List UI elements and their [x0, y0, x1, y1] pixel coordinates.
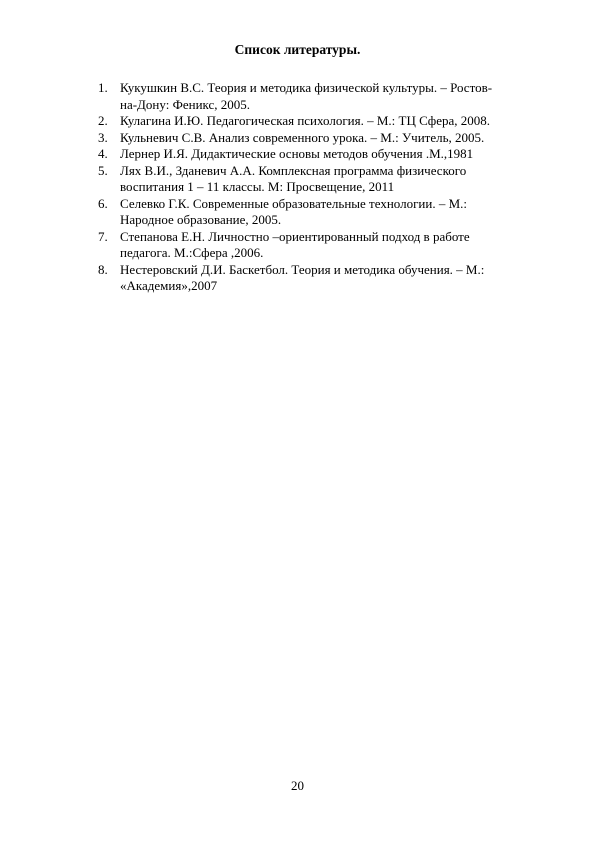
reference-item-7: [98, 229, 538, 262]
reference-line: Лернер И.Я. Дидактические основы методов обучения .М.,1981: [120, 146, 474, 161]
reference-line: Нестеровский Д.И. Баскетбол. Теория и методика обучения. – М.:: [120, 261, 485, 277]
reference-line: воспитания 1 – 11 классы. М: Просвещение, 2011: [120, 179, 395, 194]
page-title: Список литературы.: [234, 42, 361, 57]
reference-number: 3.: [98, 129, 108, 145]
reference-line: Народное образование, 2005.: [120, 212, 282, 227]
reference-item-8: [98, 262, 538, 295]
reference-number: 1.: [98, 80, 108, 95]
reference-list: [98, 80, 538, 295]
reference-item-6: [98, 196, 538, 229]
reference-line: Кульневич С.В. Анализ современного урока. – М.: Учитель, 2005.: [120, 129, 485, 145]
reference-line: педагога. М.:Сфера ,2006.: [120, 245, 264, 260]
reference-number: 8.: [98, 261, 108, 277]
reference-number: 5.: [98, 162, 108, 178]
reference-number: 6.: [98, 195, 108, 211]
reference-line: Степанова Е.Н. Личностно –ориентированный подход в работе: [120, 228, 470, 244]
reference-line: Селевко Г.К. Современные образовательные технологии. – М.:: [120, 195, 468, 211]
reference-item-1: [98, 80, 538, 113]
reference-item-4: [98, 146, 538, 163]
reference-number: 4.: [98, 146, 108, 161]
reference-line: Кулагина И.Ю. Педагогическая психология. – М.: ТЦ Сфера, 2008.: [120, 113, 490, 128]
reference-item-3: [98, 130, 538, 147]
reference-line: на-Дону: Феникс, 2005.: [120, 96, 251, 112]
reference-item-5: [98, 163, 538, 196]
reference-number: 7.: [98, 228, 108, 244]
reference-item-2: [98, 113, 538, 130]
reference-line: Лях В.И., Зданевич А.А. Комплексная программа физического: [120, 162, 467, 178]
reference-line: Кукушкин В.С. Теория и методика физической культуры. – Ростов-: [120, 80, 493, 95]
page-number: 20: [291, 778, 304, 793]
reference-number: 2.: [98, 113, 108, 128]
reference-line: «Академия»,2007: [120, 278, 218, 293]
